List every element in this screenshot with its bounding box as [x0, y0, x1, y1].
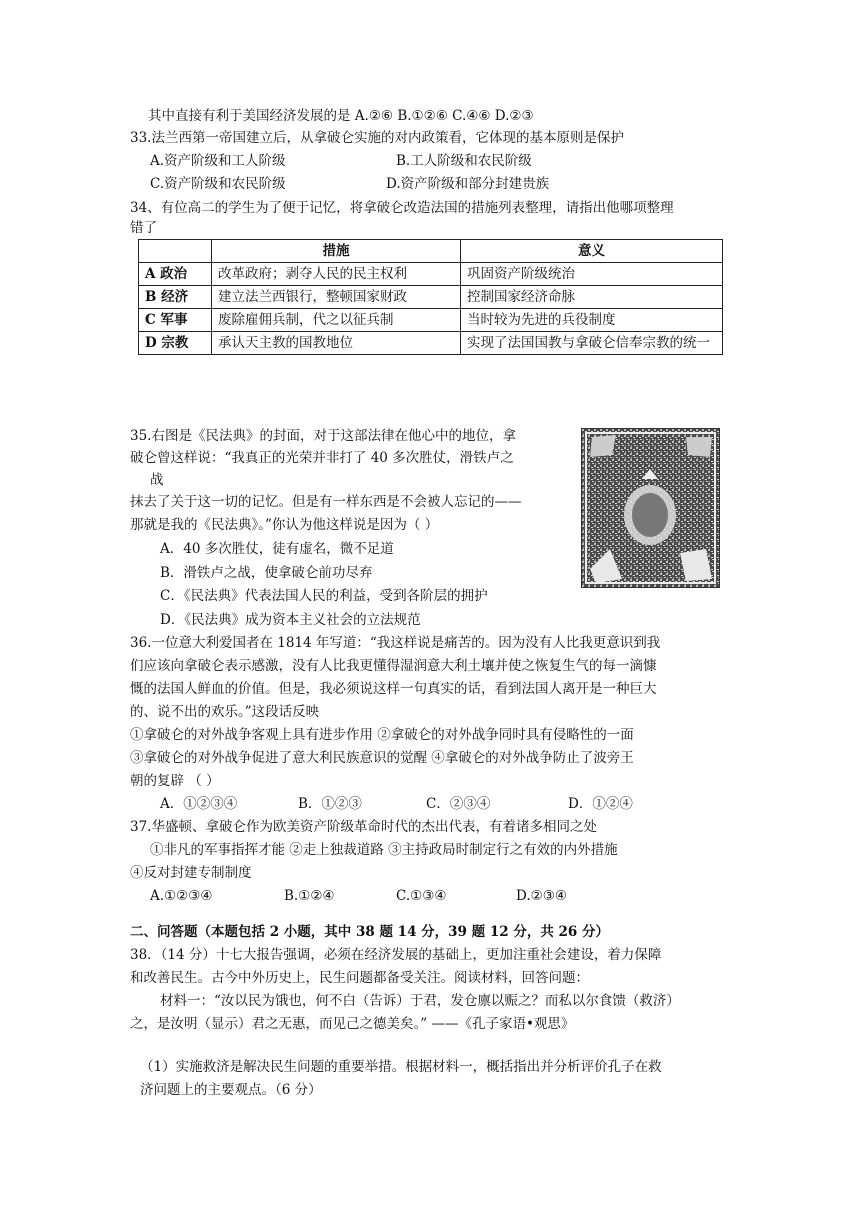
q36-statement-4-cont: 朝的复辟 （ ） [130, 773, 220, 789]
measures-table [138, 239, 723, 355]
q37-statements: ①非凡的军事指挥才能 ②走上独裁道路 ③主持政局时制定行之有效的内外措施 [150, 842, 618, 858]
question-35-line3: 战 [150, 472, 164, 488]
q36-statement-3-4: ③拿破仑的对外战争促进了意大利民族意识的觉醒 ④拿破仑的对外战争防止了波旁王 [130, 750, 634, 766]
q35-option-d: D．《民法典》成为资本主义社会的立法规范 [160, 612, 421, 628]
line-q32-options: 其中直接有利于美国经济发展的是 A.②⑥ B.①②⑥ C.④⑥ D.②③ [148, 108, 534, 124]
q33-option-b: B.工人阶级和农民阶级 [396, 153, 532, 169]
table-cell: 承认天主教的国教地位 [212, 332, 461, 355]
question-36-line3: 慨的法国人鲜血的价值。但是，我必须说这样一句真实的话，看到法国人离开是一种巨大 [130, 681, 657, 697]
q35-option-c: C．《民法典》代表法国人民的利益，受到各阶层的拥护 [160, 588, 488, 604]
table-cell: 改革政府；剥夺人民的民主权利 [212, 263, 461, 286]
sub-question-1: （1）实施救济是解决民生问题的重要举措。根据材料一，概括指出并分析评价孔子在救 [140, 1059, 662, 1075]
question-35: 35.右图是《民法典》的封面，对于这部法律在他心中的地位，拿 [130, 428, 516, 444]
question-38-line2: 和改善民生。古今中外历史上，民生问题都备受关注。阅读材料，回答问题： [130, 970, 589, 986]
table-cell: B 经济 [139, 286, 212, 309]
table-cell: 实现了法国国教与拿破仑信奉宗教的统一 [461, 332, 723, 355]
question-35-line4: 抹去了关于这一切的记忆。但是有一样东西是不会被人忘记的—— [130, 494, 522, 510]
q35-option-a: A．40 多次胜仗，徒有虚名，微不足道 [160, 541, 394, 557]
question-35-line5: 那就是我的《民法典》。”你认为他这样说是因为（ ） [130, 517, 439, 533]
section-heading: 二、问答题（本题包括 2 小题，其中 38 题 14 分，39 题 12 分，共 26 分） [130, 924, 610, 940]
question-34: 34、有位高二的学生为了便于记忆，将拿破仑改造法国的措施列表整理，请指出他哪项整理 [130, 200, 674, 216]
table-cell: A 政治 [139, 263, 212, 286]
table-header-cell [139, 240, 212, 263]
table-cell: 建立法兰西银行，整顿国家财政 [212, 286, 461, 309]
question-34-cont: 错了 [130, 220, 157, 236]
q37-option-a: A.①②③④ [150, 888, 213, 904]
table-cell: D 宗教 [139, 332, 212, 355]
question-36-line4: 的、说不出的欢乐。”这段话反映 [130, 704, 320, 720]
table-row [139, 263, 723, 286]
table-cell: 控制国家经济命脉 [461, 286, 723, 309]
table-row [139, 309, 723, 332]
q37-option-c: C.①③④ [396, 888, 447, 904]
table-header-row [139, 240, 723, 263]
material-one-cont: 之，是汝明（显示）君之无惠，而见己之德美矣。” ——《孔子家语•观思》 [130, 1016, 575, 1032]
q33-option-d: D.资产阶级和部分封建贵族 [386, 176, 550, 192]
table-cell: C 军事 [139, 309, 212, 332]
q33-option-a: A.资产阶级和工人阶级 [150, 153, 286, 169]
q37-option-b: B.①②④ [284, 888, 335, 904]
q36-statement-1-2: ①拿破仑的对外战争客观上具有进步作用 ②拿破仑的对外战争同时具有侵略性的一面 [130, 727, 634, 743]
table-row [139, 286, 723, 309]
question-33: 33.法兰西第一帝国建立后，从拿破仑实施的对内政策看，它体现的基本原则是保护 [130, 130, 624, 146]
q33-option-c: C.资产阶级和农民阶级 [150, 176, 286, 192]
table-cell: 废除雇佣兵制，代之以征兵制 [212, 309, 461, 332]
table-cell: 巩固资产阶级统治 [461, 263, 723, 286]
question-36-line2: 们应该向拿破仑表示感激，没有人比我更懂得湿润意大利土壤并使之恢复生气的每一滴慷 [130, 658, 657, 674]
q37-option-d: D.②③④ [516, 888, 567, 904]
question-37: 37.华盛顿、拿破仑作为欧美资产阶级革命时代的杰出代表，有着诸多相同之处 [130, 819, 597, 835]
table-header-cell: 措施 [212, 240, 461, 263]
table-row [139, 332, 723, 355]
civil-code-cover-image [581, 428, 720, 588]
q36-option-c: C．②③④ [426, 796, 491, 812]
q35-option-b: B．滑铁卢之战，使拿破仑前功尽弃 [160, 565, 373, 581]
q37-statement-4: ④反对封建专制制度 [130, 865, 252, 881]
table-cell: 当时较为先进的兵役制度 [461, 309, 723, 332]
q36-option-b: B．①②③ [298, 796, 362, 812]
q36-option-d: D．①②④ [568, 796, 633, 812]
table-header-cell: 意义 [461, 240, 723, 263]
question-36: 36.一位意大利爱国者在 1814 年写道：“我这样说是痛苦的。因为没有人比我更意识到我 [130, 635, 661, 651]
question-38: 38．（14 分）十七大报告强调，必须在经济发展的基础上，更加注重社会建设，着力保障 [130, 947, 662, 963]
question-35-line2: 破仑曾这样说：“我真正的光荣并非打了 40 多次胜仗，滑铁卢之 [130, 450, 514, 466]
material-one: 材料一：“汝以民为饿也，何不白（告诉）于君，发仓廪以赈之？而私以尔食馈（救济） [160, 993, 680, 1009]
sub-question-1-cont: 济问题上的主要观点。（6 分） [140, 1082, 322, 1098]
civil-code-cover-icon [582, 429, 719, 587]
q36-option-a: A．①②③④ [160, 796, 238, 812]
